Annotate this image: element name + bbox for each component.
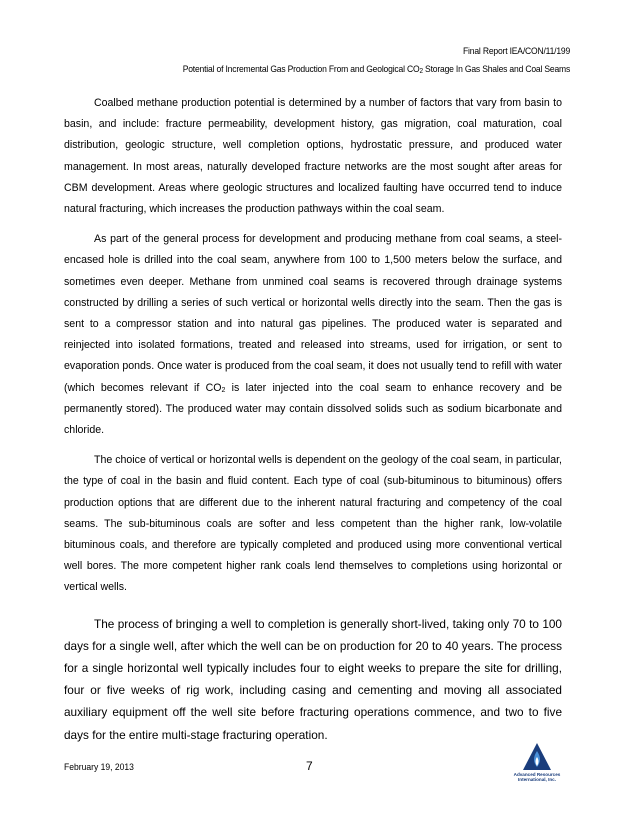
report-id: Final Report IEA/CON/11/199: [462, 46, 570, 56]
report-title: [183, 60, 570, 78]
paragraph-2: [64, 229, 562, 441]
report-title-pre: Potential of Incremental Gas Production From and Geological CO: [182, 64, 420, 74]
document-body: [64, 93, 562, 755]
company-logo: [507, 742, 567, 783]
paragraph-2-sub: 2: [221, 386, 226, 394]
flame-logo-icon: [522, 742, 552, 772]
paragraph-1: Coalbed methane production potential is determined by a number of factors that vary from basin to basin, and include: fracture permeability, development history, gas migration, coal maturation, coal distribution, geologic structure, well completion options, hydrostatic pressure, and produced water management. In most areas, naturally developed fracture networks are the most sought after areas for CBM development. Areas where geologic structures and localized faulting have occurred tend to induce natural fracturing, which increases the production pathways within the coal seam.: [64, 97, 562, 216]
paragraph-2-part-b: is later injected into the coal seam to enhance recovery and be permanently stored). The produced water may contain dissolved solids such as sodium bicarbonate and chloride.: [64, 381, 562, 437]
report-title-post: Storage In Gas Shales and Coal Seams: [422, 64, 570, 74]
paragraph-4: The process of bringing a well to completion is generally short-lived, taking only 70 to 100 days for a single well, after which the well can be on production for 20 to 40 years. The process for a single horizontal well typically includes four to eight weeks to prepare the site for drilling, four or five weeks of rig work, including casing and cementing and moving all associated auxiliary equipment off the well site before fracturing operations commence, and two to five days for the entire multi-stage fracturing operation.: [64, 616, 562, 742]
footer-date: February 19, 2013: [64, 762, 134, 772]
page-number: 7: [306, 759, 313, 773]
logo-line-2: International, Inc.: [517, 777, 557, 783]
logo-line-1: Advanced Resources: [513, 772, 561, 777]
paragraph-2-part-a: As part of the general process for development and producing methane from coal seams, a steel-encased hole is drilled into the coal seam, anywhere from 100 to 1,500 meters below the surface, and sometimes even deeper. Methane from unmined coal seams is recovered through drainage systems constructed by drilling a series of such vertical or horizontal wells directly into the seam. Then the gas is sent to a compressor station and into natural gas pipelines. The produced water is separated and reinjected into isolated formations, treated and released into streams, used for irrigation, or sent to evaporation ponds. Once water is produced from the coal seam, it does not usually tend to refill with water (which becomes relevant if CO: [64, 233, 562, 394]
paragraph-3: The choice of vertical or horizontal wells is dependent on the geology of the coal seam, in particular, the type of coal in the basin and fluid content. Each type of coal (sub-bituminous to bituminous) offers production options that are different due to the inherent natural fracturing and competency of the coal seams. The sub-bituminous coals are softer and less competent than the higher rank, low-volatile bituminous coals, and therefore are typically completed and produced using more conventional vertical well bores. The more competent higher rank coals lend themselves to completions using horizontal or vertical wells.: [64, 454, 562, 594]
report-title-sub: 2: [419, 68, 423, 75]
page-header: [183, 42, 570, 78]
